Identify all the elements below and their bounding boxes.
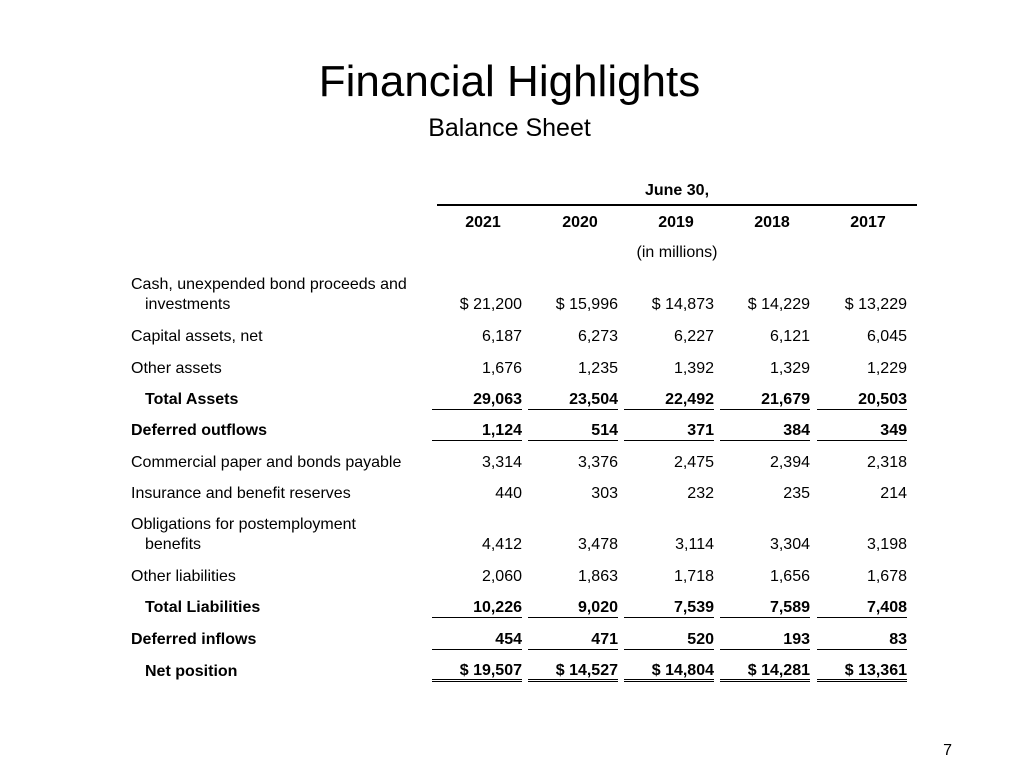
cell-cash-2017: $ 13,229 (844, 296, 907, 313)
cell-insurance-2017: 214 (880, 485, 907, 502)
cell-insurance-2018: 235 (783, 485, 810, 502)
cell-other-liab-2020: 1,863 (577, 568, 618, 585)
cell-inflows-2020: 471 (528, 630, 618, 650)
cell-paper-2021: 3,314 (481, 454, 522, 471)
year-header-2018: 2018 (754, 214, 790, 231)
cell-total-assets-2020: 23,504 (528, 390, 618, 410)
date-group-header: June 30, (644, 182, 710, 199)
cell-capital-2020: 6,273 (577, 328, 618, 345)
row-label-postemployment (131, 515, 431, 555)
cell-other-assets-2020: 1,235 (577, 360, 618, 377)
cell-net-2019: $ 14,804 (624, 662, 714, 682)
cell-net-2020: $ 14,527 (528, 662, 618, 682)
row-label-other-assets: Other assets (131, 360, 222, 377)
row-label-capital-assets: Capital assets, net (131, 328, 263, 345)
row-label-total-assets: Total Assets (145, 391, 239, 408)
page-number: 7 (943, 742, 952, 759)
cell-cash-2019: $ 14,873 (651, 296, 714, 313)
cell-total-liab-2019: 7,539 (624, 598, 714, 618)
year-header-2021: 2021 (465, 214, 501, 231)
cell-total-liab-2018: 7,589 (720, 598, 810, 618)
cell-postemployment-2018: 3,304 (769, 536, 810, 553)
cell-net-2018: $ 14,281 (720, 662, 810, 682)
cell-insurance-2021: 440 (495, 485, 522, 502)
cell-outflows-2019: 371 (624, 421, 714, 441)
cell-paper-2017: 2,318 (866, 454, 907, 471)
cell-capital-2019: 6,227 (673, 328, 714, 345)
row-label-net-position: Net position (145, 663, 238, 680)
year-header-2019: 2019 (658, 214, 694, 231)
cell-cash-2018: $ 14,229 (747, 296, 810, 313)
cell-other-assets-2018: 1,329 (769, 360, 810, 377)
cell-postemployment-2019: 3,114 (675, 536, 714, 553)
cell-net-2017: $ 13,361 (817, 662, 907, 682)
slide-title: Financial Highlights (318, 57, 701, 106)
cell-outflows-2020: 514 (528, 421, 618, 441)
cell-outflows-2017: 349 (817, 421, 907, 441)
cell-capital-2017: 6,045 (866, 328, 907, 345)
cell-total-assets-2017: 20,503 (817, 390, 907, 410)
cell-other-assets-2021: 1,676 (481, 360, 522, 377)
cell-other-assets-2019: 1,392 (673, 360, 714, 377)
cell-paper-2020: 3,376 (577, 454, 618, 471)
cell-cash-2020: $ 15,996 (555, 296, 618, 313)
cell-other-liab-2018: 1,656 (769, 568, 810, 585)
cell-other-assets-2017: 1,229 (866, 360, 907, 377)
cell-other-liab-2021: 2,060 (481, 568, 522, 585)
cell-other-liab-2019: 1,718 (673, 568, 714, 585)
row-label-total-liabilities: Total Liabilities (145, 599, 261, 616)
cell-capital-2021: 6,187 (481, 328, 522, 345)
cell-total-assets-2018: 21,679 (720, 390, 810, 410)
row-label-deferred-outflows: Deferred outflows (131, 422, 268, 439)
cell-cash-2021: $ 21,200 (459, 296, 522, 313)
row-label-line1: Cash, unexpended bond proceeds and (131, 276, 407, 293)
group-header-rule (437, 204, 917, 206)
row-label-other-liabilities: Other liabilities (131, 568, 236, 585)
cell-inflows-2017: 83 (817, 630, 907, 650)
cell-insurance-2019: 232 (687, 485, 714, 502)
row-label-cash-investments (131, 275, 431, 315)
cell-paper-2018: 2,394 (769, 454, 810, 471)
cell-postemployment-2020: 3,478 (577, 536, 618, 553)
row-label-line1: Obligations for postemployment (131, 516, 356, 533)
year-header-2020: 2020 (562, 214, 598, 231)
cell-inflows-2021: 454 (432, 630, 522, 650)
year-header-2017: 2017 (850, 214, 886, 231)
cell-capital-2018: 6,121 (769, 328, 810, 345)
cell-total-liab-2021: 10,226 (432, 598, 522, 618)
cell-total-assets-2021: 29,063 (432, 390, 522, 410)
cell-total-liab-2020: 9,020 (528, 598, 618, 618)
cell-total-liab-2017: 7,408 (817, 598, 907, 618)
row-label-deferred-inflows: Deferred inflows (131, 631, 257, 648)
cell-inflows-2018: 193 (720, 630, 810, 650)
cell-postemployment-2017: 3,198 (866, 536, 907, 553)
cell-outflows-2021: 1,124 (432, 421, 522, 441)
cell-inflows-2019: 520 (624, 630, 714, 650)
cell-insurance-2020: 303 (591, 485, 618, 502)
cell-net-2021: $ 19,507 (432, 662, 522, 682)
cell-other-liab-2017: 1,678 (866, 568, 907, 585)
units-note: (in millions) (636, 244, 718, 261)
cell-paper-2019: 2,475 (673, 454, 714, 471)
cell-outflows-2018: 384 (720, 421, 810, 441)
row-label-insurance-reserves: Insurance and benefit reserves (131, 485, 351, 502)
slide-subtitle: Balance Sheet (428, 114, 591, 142)
row-label-line2: benefits (145, 536, 202, 553)
cell-total-assets-2019: 22,492 (624, 390, 714, 410)
row-label-commercial-paper: Commercial paper and bonds payable (131, 454, 402, 471)
row-label-line2: investments (145, 296, 231, 313)
cell-postemployment-2021: 4,412 (481, 536, 522, 553)
